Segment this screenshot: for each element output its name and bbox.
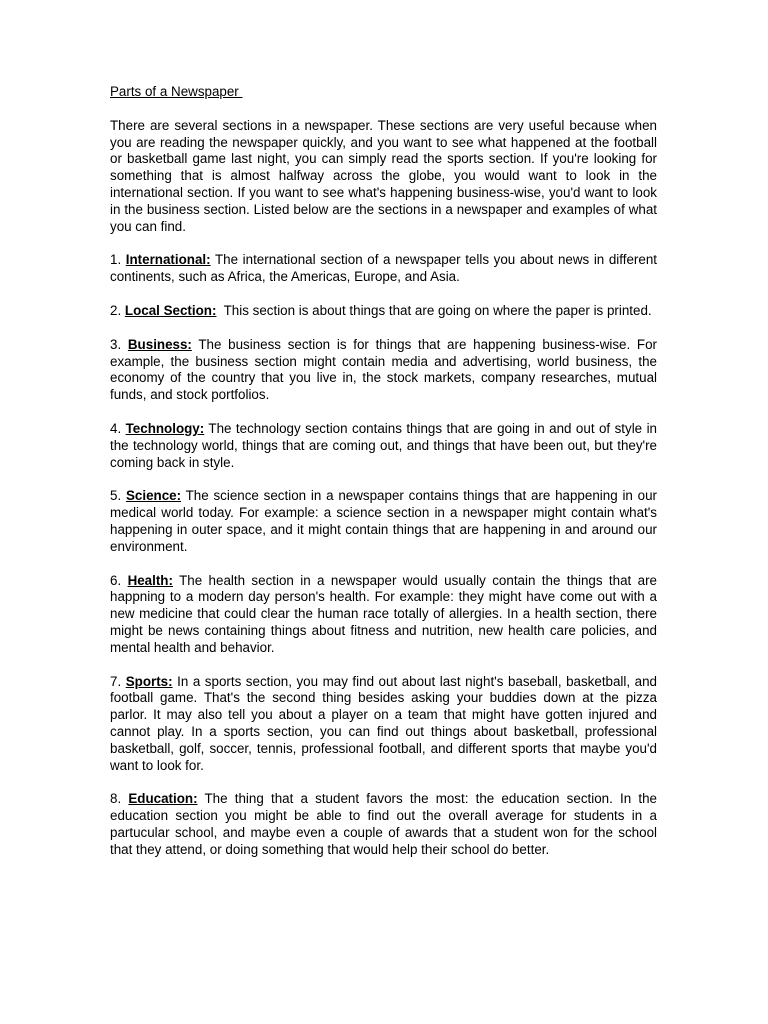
section-number: 1. — [110, 252, 126, 268]
section-number: 6. — [110, 572, 128, 588]
section-local — [110, 303, 657, 320]
document-page — [110, 84, 657, 875]
section-science — [110, 488, 657, 555]
section-text: The health section in a newspaper would usually contain the things that are happning to a modern day person's health. For example: they might have come out with a new medicine that could clear the human race totally of allergies. In a health section, there might be news containing things about fitness and nutrition, new health care policies, and mental health and behavior. — [110, 572, 658, 655]
section-text: This section is about things that are going on where the paper is printed. — [216, 302, 652, 318]
section-name: Local Section: — [124, 302, 217, 318]
section-name: Sports: — [125, 673, 173, 689]
section-education — [110, 791, 657, 858]
section-business — [110, 337, 657, 404]
section-number: 5. — [110, 488, 126, 504]
section-technology — [110, 421, 657, 471]
section-number: 3. — [110, 336, 128, 352]
section-text: The science section in a newspaper contains things that are happening in our medical world today. For example: a science section in a newspaper might contain what's happening in outer space, and it might contain things that are happening in and around our environment. — [110, 488, 658, 554]
section-name: Business: — [127, 336, 192, 352]
document-title: Parts of a Newspaper — [110, 84, 243, 99]
section-name: International: — [125, 252, 211, 268]
intro-paragraph: There are several sections in a newspaper. These sections are very useful because when you are reading the newspaper quickly, and you want to see what happened at the football or basketball game last night, you can simply read the sports section. If you're looking for something that is almost halfway across the globe, you would want to look in the international section. If you want to see what's happening business-wise, you'd want to look in the business section. Listed below are the sections in a newspaper and examples of what you can find. — [110, 117, 657, 234]
section-name: Technology: — [125, 420, 205, 436]
section-name: Science: — [125, 488, 182, 504]
section-number: 2. — [110, 302, 125, 318]
section-text: The international section of a newspaper tells you about news in different continents, such as Africa, the Americas, Europe, and Asia. — [110, 252, 657, 285]
section-text: The thing that a student favors the most: the education section. In the education section you might be able to find out the overall average for students in a partucular school, and maybe even a couple of awards that a student won for the school that they attend, or doing something that would help their school do better. — [110, 791, 657, 857]
section-name: Health: — [127, 572, 173, 588]
section-number: 8. — [110, 791, 129, 807]
section-health — [110, 573, 657, 657]
section-international — [110, 252, 657, 286]
section-text: In a sports section, you may find out about last night's baseball, basketball, and football game. That's the second thing besides asking your buddies down at the pizza parlor. It may also tell you about a player on a team that might have gotten injured and cannot play. In a sports section, you can find out things about basketball, professional basketball, golf, soccer, tennis, professional football, and different sports that maybe you'd want to look for. — [110, 673, 657, 773]
section-sports — [110, 674, 657, 775]
section-text: The technology section contains things that are going in and out of style in the technology world, things that are coming out, and things that have been out, but they're coming back in style. — [110, 420, 657, 470]
section-number: 4. — [110, 420, 126, 436]
section-number: 7. — [110, 673, 126, 689]
section-name: Education: — [128, 791, 198, 807]
section-text: The business section is for things that are happening business-wise. For example, the business section might contain media and advertising, world business, the economy of the country that you live in, the stock markets, company researches, mutual funds, and stock portfolios. — [110, 336, 657, 403]
